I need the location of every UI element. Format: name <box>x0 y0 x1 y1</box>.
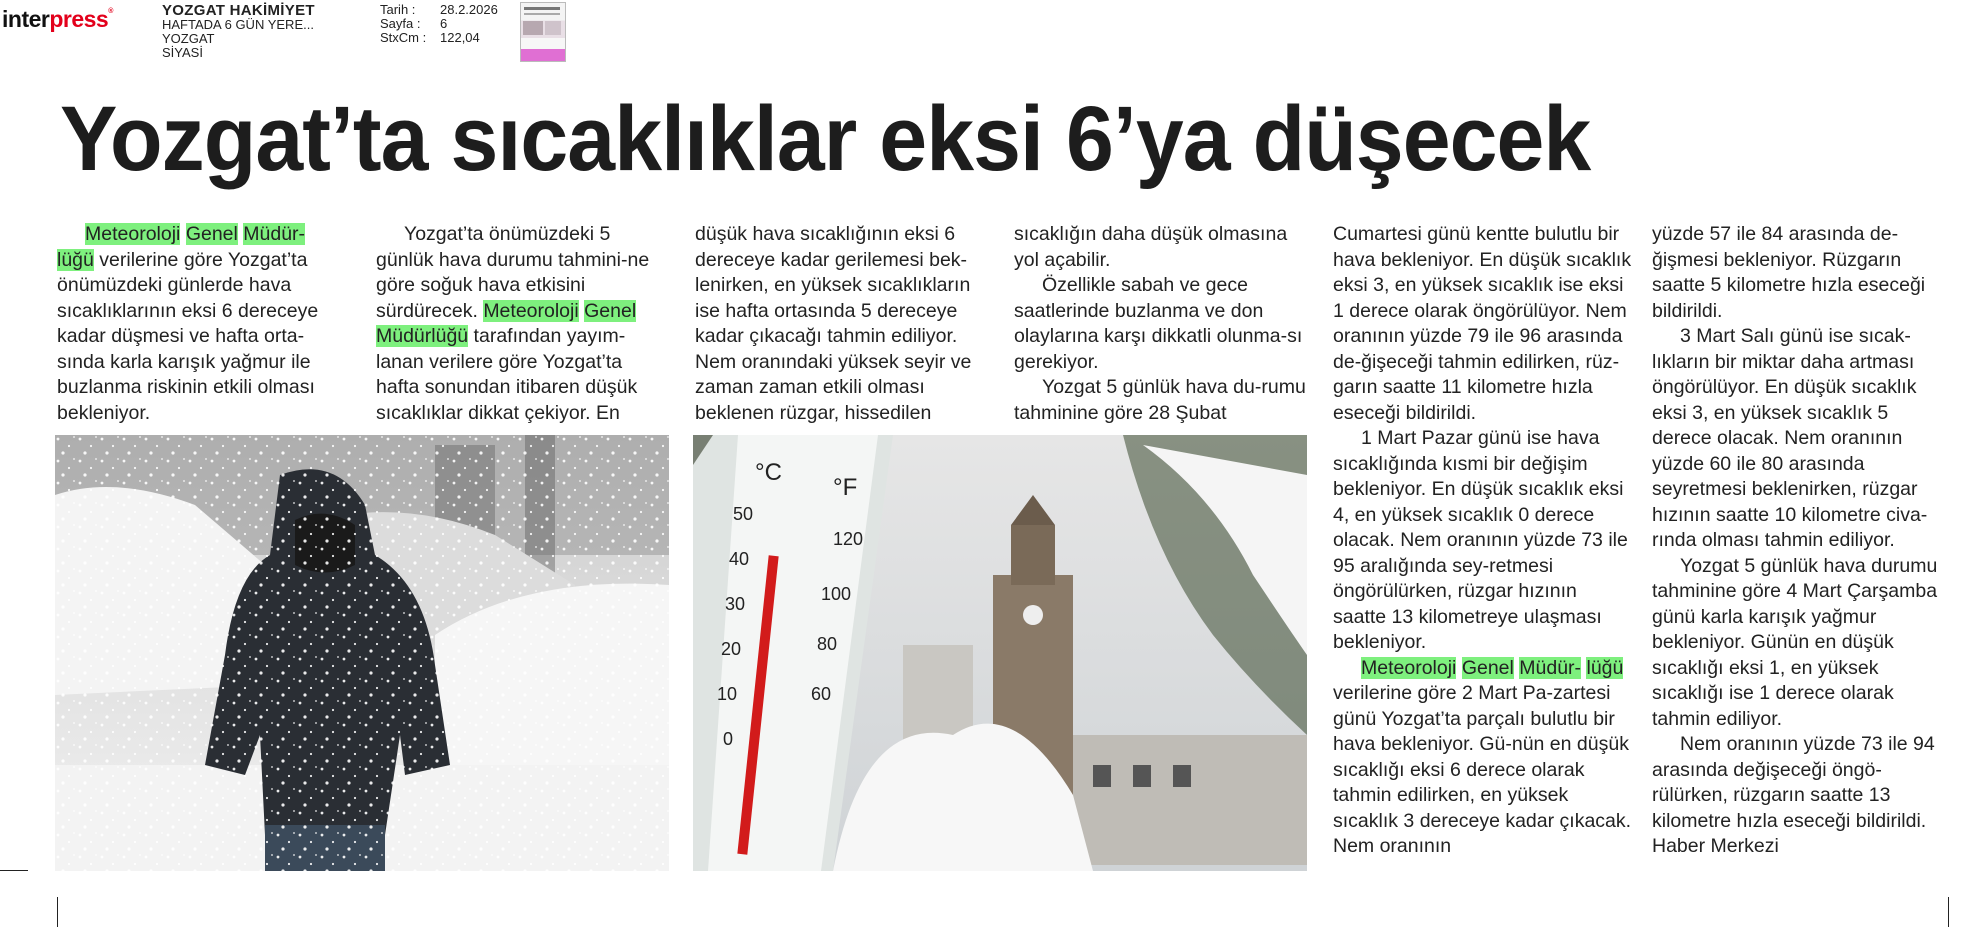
page-thumbnail[interactable] <box>520 2 566 62</box>
celsius-tick: 10 <box>717 684 738 704</box>
article-paragraph: düşük hava sıcaklığının eksi 6 dereceye kadar gerilemesi bek-lenirken, en yüksek sıcaklıkların ise hafta ortasında 5 dereceye kadar çıkacağı tahmin ediliyor. Nem oranındaki yüksek seyir ve zaman zaman etkili olması beklenen rüzgar, hissedilen <box>695 223 972 424</box>
celsius-tick: 0 <box>723 729 734 749</box>
photo-person-in-snow <box>55 435 669 871</box>
article-paragraph: sıcaklığın daha düşük olmasına yol açabilir. <box>1014 223 1288 271</box>
clipping-meta <box>380 3 498 45</box>
fahrenheit-tick: 60 <box>811 684 832 704</box>
article-column-5 <box>1333 222 1633 860</box>
date-value: 28.2.2026 <box>440 2 498 17</box>
publication-category: SİYASİ <box>162 45 203 60</box>
article-paragraph: yüzde 57 ile 84 arasında de-ğişmesi bekleniyor. Rüzgarın saatte 5 kilometre hızla eseceği bildirildi. <box>1652 223 1926 322</box>
page-value: 6 <box>440 16 448 31</box>
headline: Yozgat’ta sıcaklıklar eksi 6’ya düşecek <box>60 88 1591 190</box>
article-byline: Haber Merkezi <box>1652 835 1779 857</box>
celsius-tick: 50 <box>733 504 754 524</box>
stxcm-value: 122,04 <box>440 30 480 45</box>
snow-scene-illustration <box>55 435 669 871</box>
thermometer-scene-illustration <box>693 435 1307 871</box>
celsius-unit: °C <box>755 459 782 486</box>
article-paragraph: Nem oranının yüzde 73 ile 94 arasında değişeceği öngö-rülürken, rüzgarın saatte 13 kilometre hızla eseceği bildirildi. <box>1652 733 1935 832</box>
article-column-1 <box>57 222 337 426</box>
left-column-rule <box>57 897 58 927</box>
article-paragraph: 3 Mart Salı günü ise sıcak-lıkların bir miktar daha artması öngörülüyor. En düşük sıcaklık eksi 3, en yüksek sıcaklık 5 derece olacak. Nem oranının yüzde 60 ile 80 arasında seyretmesi beklenirken, rüzgar hızının saatte 10 kilometre civa-rında olması tahmin ediliyor. <box>1652 325 1928 551</box>
article-paragraph: Özellikle sabah ve gece saatlerinde buzlanma ve don olaylarına karşı dikkatli olunma-sı gerekiyor. <box>1014 274 1303 373</box>
photo-thermometer-clock-tower <box>693 435 1307 871</box>
article-paragraph: Yozgat’ta önümüzdeki 5 günlük hava durumu tahmini-ne göre soğuk hava etkisini sürdürecek. Meteoroloji Genel Müdürlüğü tarafından yayım-lanan verilere göre Yozgat’ta hafta sonundan itibaren düşük sıcaklıklar dikkat çekiyor. En <box>376 223 650 424</box>
article-paragraph: 1 Mart Pazar günü ise hava sıcaklığında kısmi bir değişim bekleniyor. En düşük sıcaklık eksi 4, en yüksek sıcaklık 0 derece olacak. Nem oranının yüzde 73 ile 95 aralığında sey-retmesi öngörülürken, rüzgar hızının saatte 13 kilometreye ulaşması bekleniyor. <box>1333 427 1628 653</box>
celsius-tick: 20 <box>721 639 742 659</box>
publication-city: YOZGAT <box>162 31 215 46</box>
article-column-2 <box>376 222 666 426</box>
article-column-6 <box>1652 222 1952 860</box>
page-label: Sayfa : <box>380 16 421 31</box>
fahrenheit-unit: °F <box>833 474 858 501</box>
celsius-tick: 40 <box>729 549 750 569</box>
date-label: Tarih : <box>380 2 416 17</box>
article-paragraph: Meteoroloji Genel Müdür- lüğü verilerine göre Yozgat’ta önümüzdeki günlerde hava sıcaklıklarının eksi 6 dereceye kadar düşmesi ve hafta orta-sında karla karışık yağmur ile buzlanma riskinin etkili olması bekleniyor. <box>57 223 319 424</box>
article-column-4 <box>1014 222 1314 426</box>
fahrenheit-tick: 100 <box>821 584 852 604</box>
right-column-rule <box>1948 897 1949 927</box>
publication-info <box>162 4 315 60</box>
left-margin-rule <box>0 870 28 871</box>
interpress-logo: interpress® <box>2 6 113 32</box>
fahrenheit-tick: 80 <box>817 634 838 654</box>
article-paragraph: Yozgat 5 günlük hava du-rumu tahminine göre 28 Şubat <box>1014 376 1306 424</box>
fahrenheit-tick: 120 <box>833 529 864 549</box>
stxcm-label: StxCm : <box>380 30 427 45</box>
article-column-3 <box>695 222 995 426</box>
publication-frequency: HAFTADA 6 GÜN YERE... <box>162 17 314 32</box>
article-paragraph: Meteoroloji Genel Müdür- lüğü verilerine göre 2 Mart Pa-zartesi günü Yozgat’ta parçalı bulutlu bir hava bekleniyor. Gü-nün en düşük sıcaklığı eksi 6 derece olarak tahmin edilirken, en yüksek sıcaklık 3 dereceye kadar çıkacak. Nem oranının <box>1333 656 1632 857</box>
article-paragraph: Cumartesi günü kentte bulutlu bir hava bekleniyor. En düşük sıcaklık eksi 3, en yüksek sıcaklık ise eksi 1 derece olarak öngörülüyor. Nem oranının yüzde 79 ile 96 arasında de-ğişeceği tahmin edilirken, rüz-garın saatte 11 kilometre hızla eseceği bildirildi. <box>1333 223 1632 424</box>
celsius-tick: 30 <box>725 594 746 614</box>
publication-name: YOZGAT HAKİMİYET <box>162 2 315 19</box>
article-paragraph: Yozgat 5 günlük hava durumu tahminine göre 4 Mart Çarşamba günü karla karışık yağmur bekleniyor. Günün en düşük sıcaklığı eksi 1, en yüksek sıcaklığı ise 1 derece olarak tahmin ediliyor. <box>1652 554 1938 730</box>
